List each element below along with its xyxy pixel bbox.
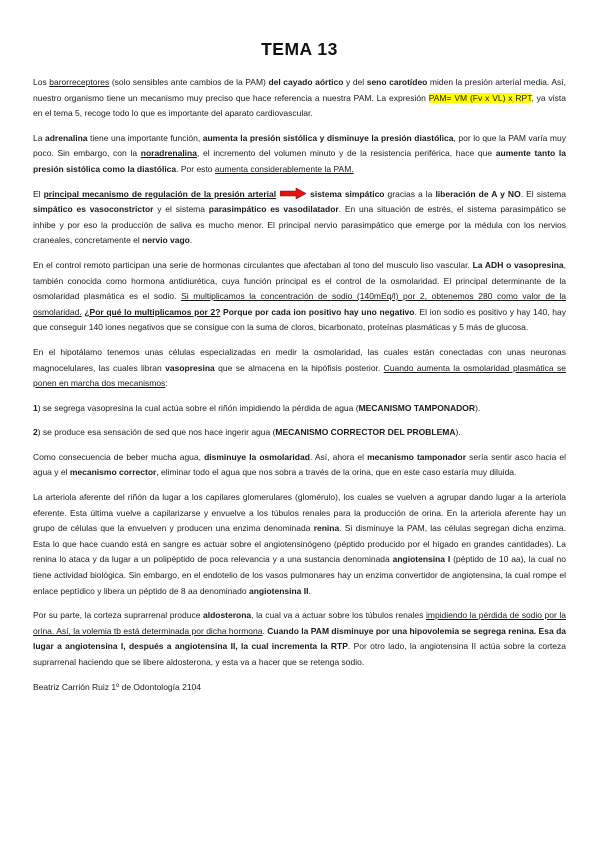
item-number: 1 — [33, 402, 38, 413]
text: En el hipotálamo tenemos unas células especializadas en medir la osmolaridad, las cuales están conectadas con unas neuronas magnocelulares, las cuales libran — [33, 346, 566, 373]
paragraph-adh — [33, 258, 566, 336]
text: gracias a la — [384, 188, 436, 199]
bold-text: renina — [313, 523, 340, 534]
bold-text: simpático es vasoconstrictor — [33, 204, 154, 215]
bold-text: mecanismo corrector — [69, 467, 157, 478]
text: . Si disminuye la PAM, las células segregan dicha enzima. Esta lo que hace cuando está en sangre es actuar sobre el angiotensinógeno (péptido producido por el hígado en grandes cantidades). La renina lo ataca y da lugar a un polipéptido de poca relevancia y a una sustancia denominada — [33, 523, 567, 565]
text: , por lo que la PAM varía muy poco. Sin embargo, con la — [33, 132, 566, 159]
underlined-text: Cuando aumenta la osmolaridad plasmática se ponen en marcha dos mecanismos — [33, 362, 566, 389]
text: ) se segrega vasopresina la cual actúa sobre el riñón impidiendo la pérdida de agua ( — [37, 402, 359, 413]
text: . El sistema — [520, 188, 566, 199]
red-arrow-icon — [280, 188, 306, 199]
list-item-mechanism-2 — [33, 425, 566, 441]
text: . Así, ahora el — [309, 451, 368, 462]
text: , también conocida como hormona antidiurética, cuya función principal es el control de la osmolaridad. El principal determinante de la osmolaridad plasmática es el sodio. — [33, 259, 566, 302]
bold-text: MECANISMO CORRECTOR DEL PROBLEMA — [275, 427, 456, 438]
paragraph-baroreceptors — [33, 75, 566, 122]
text: (péptido de 10 aa), la cual no tiene actividad biológica. Sin embargo, en el endotelio de los vasos pulmonares hay un enzima convertidor de angiotensina, la cual rompe el enlace peptídico y libera un péptido de 8 aa denominado — [33, 554, 567, 596]
text: ). — [455, 427, 461, 438]
bold-text: adrenalina — [44, 132, 88, 143]
text: y del — [343, 77, 367, 87]
text: . — [308, 585, 311, 596]
bold-text: MECANISMO TAMPONADOR — [358, 402, 476, 413]
text: que se almacena en la hipófisis posterior. — [214, 362, 384, 373]
page-title: TEMA 13 — [261, 39, 338, 59]
paragraph-consequence — [33, 450, 566, 481]
text: , eliminar todo el agua que nos sobra a través de la orina, que en este caso estaría muy diluida. — [156, 467, 517, 478]
paragraph-main-mechanism — [33, 187, 566, 249]
bold-text: aumenta la presión sistólica y disminuye la presión diastólica — [202, 132, 454, 143]
bold-text: del cayado aórtico — [268, 77, 344, 87]
text: La — [33, 132, 45, 143]
bold-text: seno carotídeo — [366, 77, 428, 87]
text: . Por esto — [176, 163, 215, 174]
text: . — [189, 235, 193, 246]
underlined-text: impidiendo la pérdida de sodio por la orina. Así, la volemia tb está determinada por dicha hormona — [33, 610, 567, 636]
underlined-text: Si multiplicamos la concentración de sodio (140mEq/l) por 2, obtenemos 280 como valor de la osmolaridad. — [33, 291, 566, 317]
text: : — [165, 378, 168, 389]
text: . En una situación de estrés, el sistema parasimpático se inhibe y por eso la producción de saliva es mucho menor. El principal nervio parasimpático que emerge por la médula con los nervios craneales, concretamente el — [33, 204, 566, 246]
text: Los — [33, 77, 50, 87]
paragraph-aldosterone — [33, 608, 566, 670]
text: . — [262, 625, 268, 636]
bold-text: mecanismo tamponador — [367, 451, 467, 462]
paragraph-adrenaline — [33, 131, 566, 178]
underlined-text: aumenta considerablemente la PAM. — [214, 163, 354, 174]
text: sería sentir asco hacia el agua y el — [33, 451, 567, 478]
bold-text: sistema simpático — [310, 188, 385, 199]
underlined-text: noradrenalina — [140, 148, 197, 159]
paragraph-hypothalamus — [33, 345, 566, 392]
bold-text: vasopresina — [165, 362, 215, 373]
bold-text: Porque por cada ion positivo hay uno negativo — [223, 306, 415, 317]
underlined-text: barorreceptores — [49, 77, 110, 87]
text: Por su parte, la corteza suprarrenal produce — [33, 610, 203, 621]
text: , la cual va a actuar sobre los túbulos renales — [251, 610, 426, 621]
text: ). — [475, 402, 481, 413]
text: En el control remoto participan una serie de hormonas circulantes que afectaban al tono del musculo liso vascular. — [33, 259, 473, 270]
bold-text: angiotensina II — [248, 585, 309, 596]
underlined-text: principal mecanismo de regulación de la presión arterial — [43, 188, 277, 199]
bold-text: Cuando la PAM disminuye por una hipovolemia se segrega renina. Esa da lugar a angiotensina I, después a angiotensina II, la cual incrementa la RTP — [33, 625, 566, 652]
footer-author: Beatriz Carrión Ruiz 1º de Odontología 2104 — [33, 681, 202, 692]
text: y el sistema — [153, 204, 209, 215]
bold-text: parasimpático es vasodilatador — [208, 204, 339, 215]
bold-text: liberación de A y NO — [435, 188, 521, 199]
bold-text: nervio vago — [142, 235, 190, 246]
text: . El ion sodio es positivo y hay 140, hay que conseguir 140 iones negativos que se consigue con la suma de cloros, bicarbonato, proteínas plasmáticas y 5 más de glucosa. — [33, 306, 566, 333]
bold-text: disminuye la osmolaridad — [204, 451, 310, 462]
bold-text: aldosterona — [202, 610, 252, 621]
underlined-question: ¿Por qué lo multiplicamos por 2? — [84, 306, 221, 317]
list-item-mechanism-1 — [33, 401, 566, 417]
text: miden la presión arterial media. Así, nuestro organismo tiene un mecanismo muy preciso que hace referencia a nuestra PAM. La expresión — [33, 77, 566, 103]
highlighted-formula: PAM= VM (Fv x VL) x RPT — [428, 92, 532, 103]
text: La arteriola aferente del riñón da lugar a los capilares glomerulares (glomérulo), los cuales se vuelven a agrupar dando lugar a la arteriola eferente. Esta última vuelve a capilarizarse y envuelve a los túbulos renales para la producción de orina. En la arteriola aferente hay un grupo de células que la envuelven y producen una enzima denominada — [33, 492, 566, 534]
text: , ya vista en el tema 5, recoge todo lo que es importante del aparato cardiovascular. — [33, 92, 566, 119]
bold-text: La ADH o vasopresina — [472, 259, 564, 270]
text: El — [33, 188, 44, 199]
text: ) se produce esa sensación de sed que nos hace ingerir agua ( — [37, 427, 276, 438]
text: , el incremento del volumen minuto y de la resistencia periférica, hace que — [196, 148, 496, 159]
text: (solo sensibles ante cambios de la PAM) — [109, 77, 269, 87]
text: . Por otro lado, la angiotensina II actúa sobre la corteza suprarrenal haciendo que se libere aldosterona, y esta va a hacer que se retenga sodio. — [33, 641, 566, 667]
text: Como consecuencia de beber mucha agua, — [33, 451, 205, 462]
paragraph-renin — [33, 490, 566, 599]
bold-text: angiotensina I — [392, 554, 451, 565]
item-number: 2 — [33, 427, 38, 438]
bold-text: aumente tanto la presión sistólica como la diastólica — [33, 148, 566, 174]
text: tiene una importante función, — [87, 132, 203, 143]
